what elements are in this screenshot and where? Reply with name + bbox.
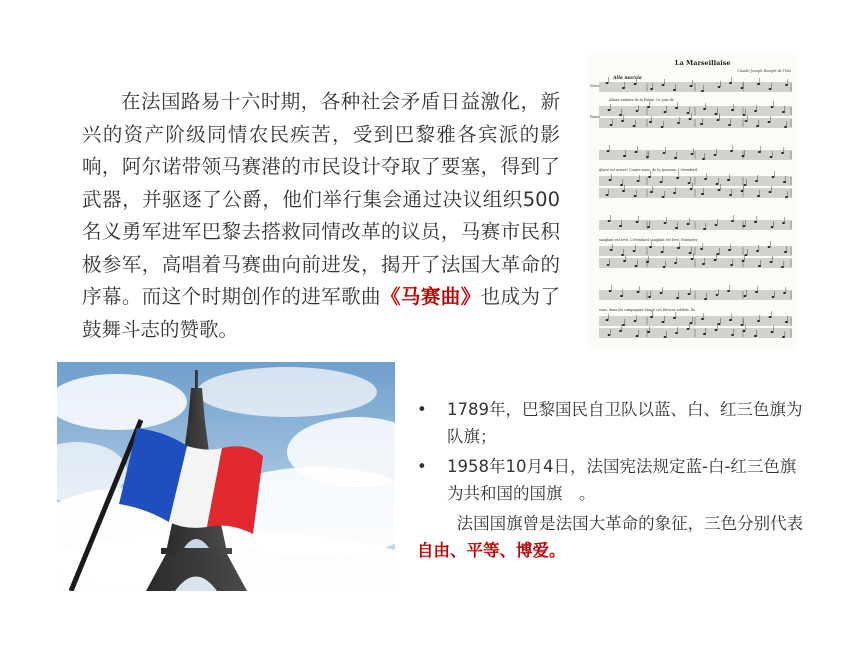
eiffel-flag-photo — [57, 362, 395, 591]
intro-paragraph — [82, 86, 560, 346]
fact-1958: 1958年10月4日，法国宪法规定蓝-白-红三色旗为共和国的国旗 。 — [447, 457, 797, 503]
list-item — [417, 453, 812, 507]
score-lyric-1: Allons enfants de la Patrie, Le jour de — [609, 98, 674, 102]
bullet-marker: • — [417, 457, 427, 476]
main-paragraph — [82, 86, 560, 346]
sheet-music-image — [587, 55, 797, 350]
note-text: 法国国旗曾是法国大革命的象征，三色分别代表 — [456, 514, 804, 533]
score-piano-label: Piano — [590, 115, 600, 119]
bullet-marker: • — [417, 400, 427, 419]
paragraph-text-end: 也成为了鼓舞斗志的赞歌。 — [82, 285, 560, 341]
score-lyric-4: vous, dans les campagnes Mugir ces féroces soldats. Ils — [599, 308, 696, 312]
list-item — [417, 396, 812, 450]
eiffel-flag-graphic — [57, 362, 395, 591]
score-staves — [599, 83, 792, 337]
score-tempo: Alla marcia — [613, 76, 642, 81]
paragraph-text: 在法国路易十六时期，各种社会矛盾日益激化，新兴的资产阶级同情农民疾苦，受到巴黎雅各宾派的影响，阿尔诺带领马赛港的市民设计夺取了要塞，得到了武器，并驱逐了公爵，他们举行集会通过决议组织500名义勇军进军巴黎去搭救同情改革的议员，马赛市民积极参军，高唱着马赛曲向前进发，揭开了法国大革命的序幕。而这个时期创作的进军歌曲 — [82, 90, 560, 308]
score-lyric-2: gloire est arrivé! Contre nous, de la tyrannie, L'étendard — [599, 168, 697, 172]
flag-symbolism-note — [417, 510, 812, 564]
marseillaise-title: 《马赛曲》 — [381, 285, 481, 308]
note-highlight: 自由、平等、博爱。 — [417, 541, 566, 560]
flag-facts — [417, 396, 812, 564]
score-voice-label: Voice — [590, 84, 600, 88]
score-lyric-3: sanglant est levé, L'étendard sanglant est levé. Entendez — [599, 238, 698, 242]
fact-1789: 1789年，巴黎国民自卫队以蓝、白、红三色旗为队旗； — [447, 400, 803, 446]
flag-facts-list — [417, 396, 812, 507]
score-composer: Claude-Joseph Rouget de l'Isle — [737, 69, 792, 73]
score-title: La Marseillaise — [675, 59, 731, 67]
sheet-music-graphic — [587, 55, 797, 350]
